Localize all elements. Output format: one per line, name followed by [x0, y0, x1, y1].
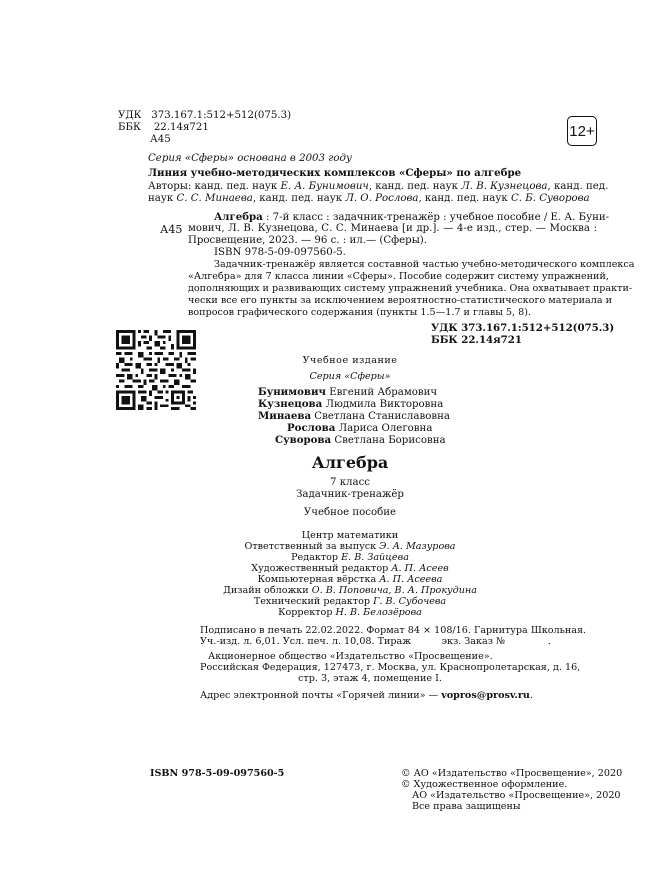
edition-type: Учебное издание: [302, 355, 398, 366]
series-founded: Серия «Сферы» основана в 2003 году: [148, 153, 352, 164]
grade: 7 класс: [329, 477, 371, 488]
author-kuznetsova: Л. В. Кузнецова: [461, 181, 548, 192]
udk-line: [118, 110, 291, 123]
authors-line-2: наук С. С. Минаева, канд. пед. наук Л. О. Рослова, канд. пед. наук С. Б. Суворова: [148, 193, 590, 204]
udk-value: 373.167.1:512+512(075.3): [151, 110, 292, 121]
email-link: vopros@prosv.ru: [441, 690, 530, 701]
credit-release: Ответственный за выпуск Э. А. Мазурова: [244, 541, 456, 552]
bbk-label: ББК: [118, 122, 141, 133]
copyright-3: АО «Издательство «Просвещение», 2020: [412, 790, 621, 801]
udk-label: УДК: [118, 110, 142, 121]
credit-tech-editor: Технический редактор Г. В. Субочева: [253, 596, 447, 607]
publisher-2: Российская Федерация, 127473, г. Москва, ул. Краснопролетарская, д. 16,: [200, 662, 581, 673]
author-suvorova: С. Б. Суворова: [510, 193, 590, 204]
biblio-line-2: мович, Л. В. Кузнецова, С. С. Минаева [и др.]. — 4-е изд., стер. — Москва :: [188, 223, 597, 234]
book-kind: Учебное пособие: [303, 507, 397, 518]
qr-code-icon: [116, 330, 196, 410]
credit-proofreader: Корректор Н. В. Белозёрова: [278, 607, 422, 618]
author-minaeva: С. С. Минаева: [176, 193, 253, 204]
book-title: Алгебра: [311, 453, 389, 472]
biblio-isbn: ISBN 978-5-09-097560-5.: [214, 247, 346, 258]
subtitle: Задачник-тренажёр: [296, 489, 404, 500]
author-full-5: Суворова Светлана Борисовна: [275, 434, 446, 446]
annotation-line-5: вопросов графического содержания (пункты 1.5—1.7 и главы 5, 8).: [188, 307, 531, 318]
credit-art-editor: Художественный редактор А. П. Асеев: [251, 563, 449, 574]
bbk-value: 22.14я721: [153, 122, 209, 133]
credit-layout: Компьютерная вёрстка А. П. Асеева: [257, 574, 443, 585]
annotation-line-1: Задачник-тренажёр является составной частью учебно-методического комплекса: [214, 259, 635, 270]
biblio-mark: А45: [160, 223, 183, 236]
udk-right: УДК 373.167.1:512+512(075.3): [431, 322, 615, 334]
biblio-line-3: Просвещение, 2023. — 96 с. : ил.— (Сферы).: [188, 235, 428, 246]
author-mark-top: А45: [150, 134, 171, 145]
author-full-2: Кузнецова Людмила Викторовна: [258, 398, 444, 410]
author-roslova: Л. О. Рослова: [345, 193, 419, 204]
biblio-line-1: Алгебра : 7-й класс : задачник-тренажёр : учебное пособие / Е. А. Буни-: [214, 211, 610, 223]
author-bunimovich: Е. А. Бунимович: [280, 181, 369, 192]
publisher-1: Акционерное общество «Издательство «Просвещение».: [208, 651, 493, 662]
author-full-1: Бунимович Евгений Абрамович: [258, 386, 438, 398]
author-full-3: Минаева Светлана Станиславовна: [258, 410, 450, 422]
copyright-2: © Художественное оформление.: [401, 779, 568, 790]
print-info-1: Подписано в печать 22.02.2022. Формат 84 × 108/16. Гарнитура Школьная.: [200, 625, 587, 636]
bbk-right: ББК 22.14я721: [431, 334, 522, 346]
line-title: Линия учебно-методических комплексов «Сферы» по алгебре: [148, 167, 522, 179]
annotation-line-2: «Алгебра» для 7 класса линии «Сферы». Пособие содержит систему упражнений,: [188, 271, 609, 282]
authors-line-1: Авторы: канд. пед. наук Е. А. Бунимович, канд. пед. наук Л. В. Кузнецова, канд. пед.: [148, 181, 609, 192]
copyright-4: Все права защищены: [412, 801, 521, 812]
credit-center: Центр математики: [301, 530, 399, 541]
age-rating-badge: 12+: [567, 116, 597, 146]
credit-editor: Редактор Е. В. Зайцева: [291, 552, 409, 563]
isbn-bottom: ISBN 978-5-09-097560-5: [150, 768, 285, 779]
bbk-line: [118, 122, 209, 135]
annotation-line-4: чески все его пункты за исключением вероятностно-статистического материала и: [188, 295, 612, 306]
hotline-email: Адрес электронной почты «Горячей линии» — vopros@prosv.ru.: [200, 690, 533, 701]
annotation-line-3: дополняющих и развивающих систему упражнений учебника. Она охватывает практи-: [188, 283, 633, 294]
copyright-1: © АО «Издательство «Просвещение», 2020: [401, 768, 623, 779]
author-full-4: Рослова Лариса Олеговна: [287, 422, 433, 434]
publisher-3: стр. 3, этаж 4, помещение I.: [298, 673, 442, 684]
series-label: Серия «Сферы»: [309, 371, 391, 382]
credit-cover: Дизайн обложки О. В. Поповича, В. А. Прокудина: [223, 585, 477, 596]
print-info-2: Уч.-изд. л. 6,01. Усл. печ. л. 10,08. Тираж экз. Заказ № .: [200, 636, 551, 647]
